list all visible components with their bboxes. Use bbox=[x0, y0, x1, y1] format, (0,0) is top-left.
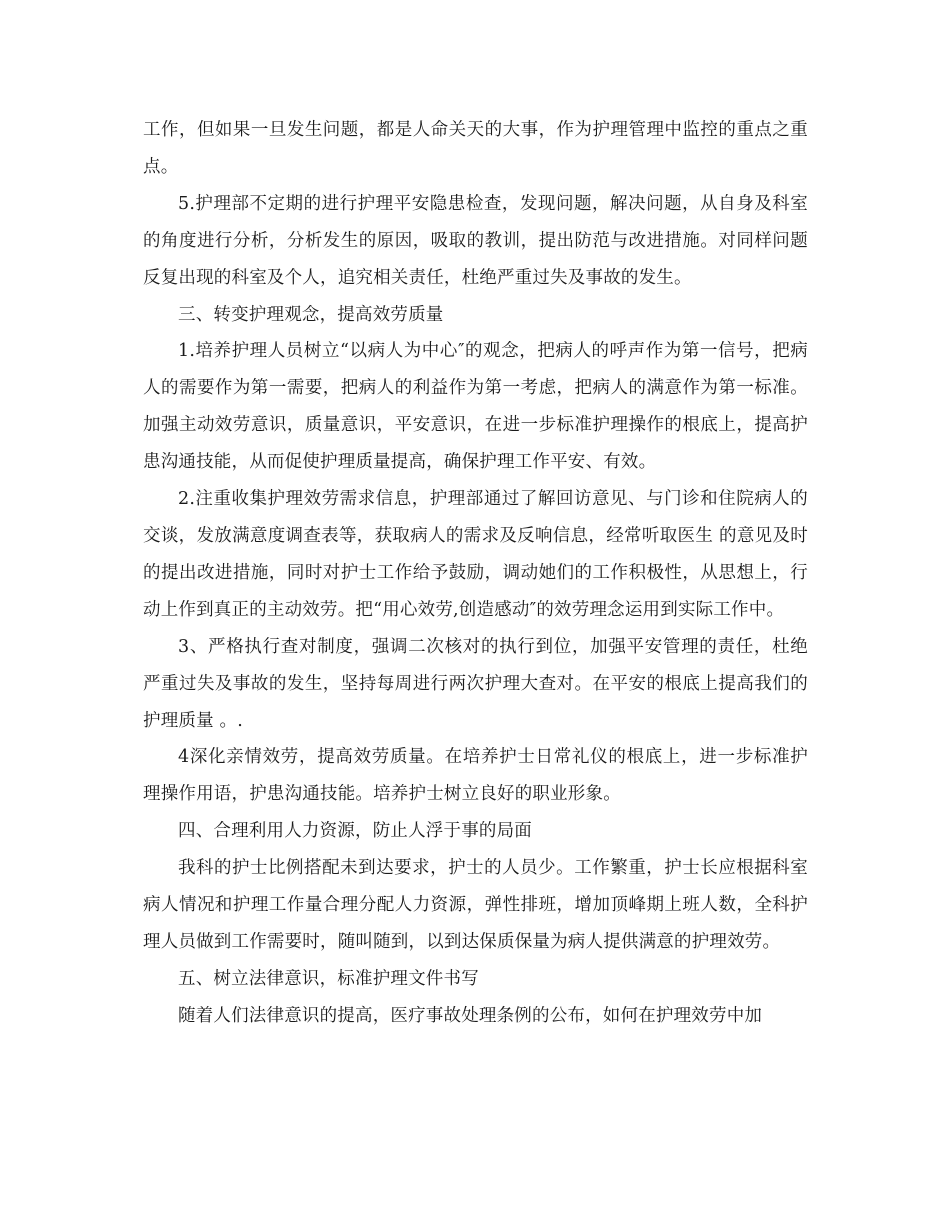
paragraph-item-5: 5.护理部不定期的进行护理平安隐患检查，发现问题，解决问题，从自身及科室的角度进行分析，分析发生的原因，吸取的教训，提出防范与改进措施。对同样问题反复出现的科室及个人，追究相关责任，杜绝严重过失及事故的发生。 bbox=[143, 193, 808, 288]
paragraph-continuation: 工作，但如果一旦发生问题，都是人命关天的大事，作为护理管理中监控的重点之重点。 bbox=[143, 120, 808, 177]
paragraph-item-4: 4深化亲情效劳，提高效劳质量。在培养护士日常礼仪的根底上，进一步标准护理操作用语，护患沟通技能。培养护士树立良好的职业形象。 bbox=[143, 747, 808, 805]
paragraph-legal: 随着人们法律意识的提高，医疗事故处理条例的公布，如何在护理效劳中加 bbox=[178, 1005, 763, 1026]
document-body bbox=[143, 112, 808, 1035]
paragraph-item-3: 3、严格执行查对制度，强调二次核对的执行到位，加强平安管理的责任，杜绝严重过失及事故的发生，坚持每周进行两次护理大查对。在平安的根底上提高我们的护理质量 。. bbox=[143, 636, 808, 731]
paragraph-item-2: 2.注重收集护理效劳需求信息，护理部通过了解回访意见、与门诊和住院病人的交谈，发放满意度调查表等，获取病人的需求及反响信息，经常听取医生 的意见及时的提出改进措施，同时对护士工作给予鼓励，调动她们的工作积极性，从思想上，行动上作到真正的主动效劳。把“用心效劳,创造感动″的效劳理念运用到实际工作中。 bbox=[143, 489, 808, 620]
section-heading-4: 四、合理利用人力资源，防止人浮于事的局面 bbox=[178, 821, 532, 842]
section-heading-3: 三、转变护理观念，提高效劳质量 bbox=[178, 304, 444, 325]
paragraph-item-1: 1.培养护理人员树立“以病人为中心″的观念，把病人的呼声作为第一信号，把病人的需要作为第一需要，把病人的利益作为第一考虑，把病人的满意作为第一标准。加强主动效劳意识，质量意识，平安意识，在进一步标准护理操作的根底上，提高护患沟通技能，从而促使护理质量提高，确保护理工作平安、有效。 bbox=[143, 341, 808, 473]
section-heading-5: 五、树立法律意识，标准护理文件书写 bbox=[178, 968, 479, 989]
paragraph-staffing: 我科的护士比例搭配未到达要求，护士的人员少。工作繁重，护士长应根据科室病人情况和护理工作量合理分配人力资源，弹性排班，增加顶峰期上班人数，全科护理人员做到工作需要时，随叫随到，以到达保质保量为病人提供满意的护理效劳。 bbox=[143, 858, 808, 952]
